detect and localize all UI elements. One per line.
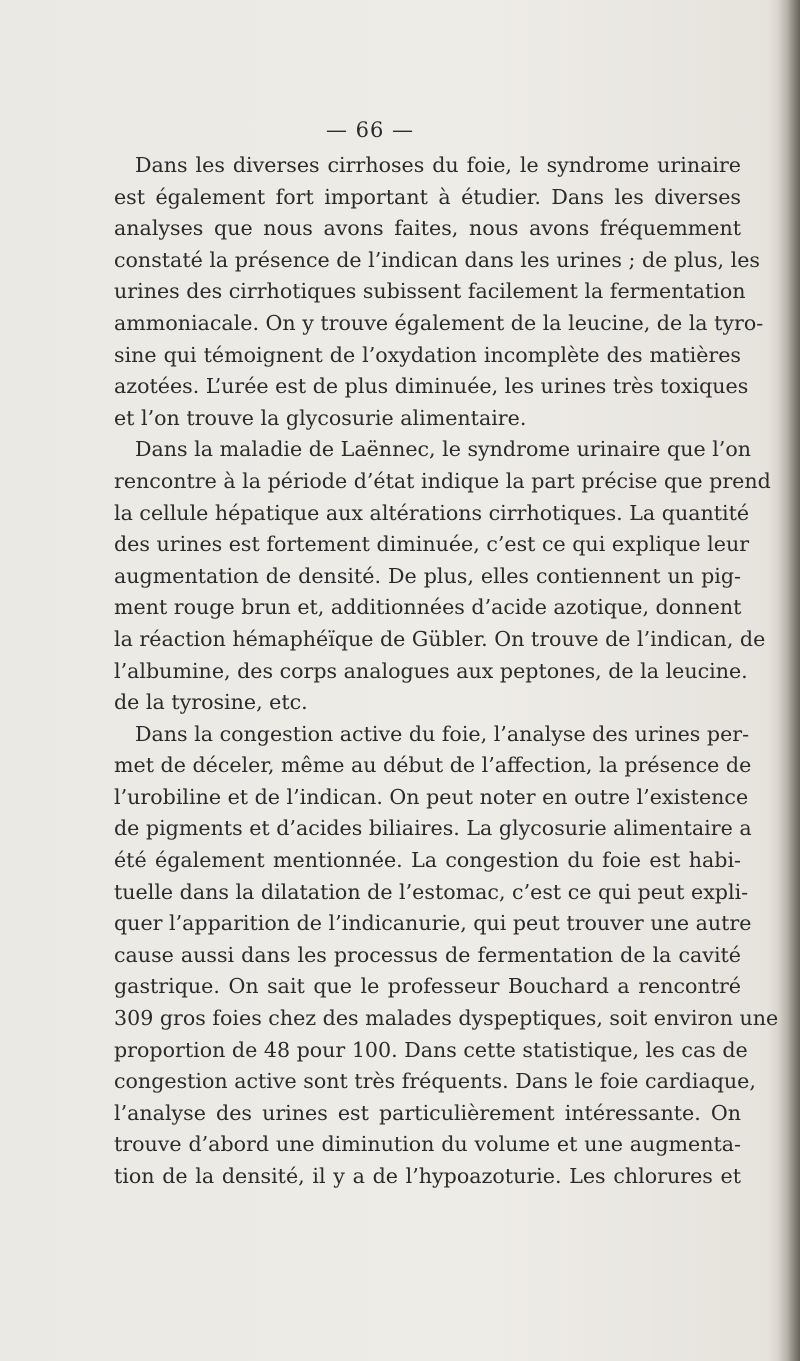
text-line: proportion de 48 pour 100. Dans cette statistique, les cas de: [114, 1037, 748, 1062]
text-line: Dans la maladie de Laënnec, le syndrome urinaire que l’on: [135, 437, 751, 462]
text-line: gastrique. On sait que le professeur Bouchard a rencontré: [114, 974, 741, 999]
text-line: de pigments et d’acides biliaires. La glycosurie alimentaire a: [114, 816, 752, 841]
body-text: [114, 150, 779, 1193]
text-line: augmentation de densité. De plus, elles contiennent un pig-: [114, 563, 741, 588]
text-line: azotées. L’urée est de plus diminuée, les urines très toxiques: [114, 374, 749, 399]
text-line: rencontre à la période d’état indique la part précise que prend: [114, 468, 771, 493]
text-line: la cellule hépatique aux altérations cirrhotiques. La quantité: [114, 500, 750, 525]
page-number: — 66 —: [325, 118, 415, 142]
text-line: Dans la congestion active du foie, l’analyse des urines per-: [135, 721, 750, 746]
text-line: analyses que nous avons faites, nous avons fréquemment: [114, 216, 741, 241]
page-edge-shadow: [778, 0, 800, 1361]
text-line: de la tyrosine, etc.: [114, 690, 308, 715]
text-line: sine qui témoignent de l’oxydation incomplète des matières: [114, 342, 741, 367]
text-line: et l’on trouve la glycosurie alimentaire.: [114, 405, 527, 430]
text-line: est également fort important à étudier. Dans les diverses: [114, 184, 741, 209]
text-line: été également mentionnée. La congestion du foie est habi-: [114, 848, 741, 873]
text-line: ment rouge brun et, additionnées d’acide azotique, donnent: [114, 595, 742, 620]
text-line: 309 gros foies chez des malades dyspeptiques, soit environ une: [114, 1006, 779, 1031]
text-line: ammoniacale. On y trouve également de la leucine, de la tyro-: [114, 310, 764, 335]
text-line: congestion active sont très fréquents. Dans le foie cardiaque,: [114, 1069, 756, 1094]
text-line: tion de la densité, il y a de l’hypoazoturie. Les chlorures et: [114, 1164, 741, 1188]
text-line: l’albumine, des corps analogues aux peptones, de la leucine.: [114, 658, 748, 683]
text-line: trouve d’abord une diminution du volume et une augmenta-: [114, 1132, 741, 1157]
text-line: tuelle dans la dilatation de l’estomac, c’est ce qui peut expli-: [114, 879, 749, 904]
text-line: cause aussi dans les processus de fermentation de la cavité: [114, 942, 741, 967]
text-line: la réaction hémaphéïque de Gübler. On trouve de l’indican, de: [114, 626, 766, 651]
text-line: l’analyse des urines est particulièrement intéressante. On: [114, 1100, 741, 1125]
text-line: met de déceler, même au début de l’affection, la présence de: [114, 753, 752, 778]
text-line: urines des cirrhotiques subissent facilement la fermentation: [114, 279, 746, 304]
text-line: constaté la présence de l’indican dans les urines ; de plus, les: [114, 247, 760, 272]
text-line: quer l’apparition de l’indicanurie, qui peut trouver une autre: [114, 911, 752, 936]
text-line: Dans les diverses cirrhoses du foie, le syndrome urinaire: [135, 153, 741, 177]
text-line: l’urobiline et de l’indican. On peut noter en outre l’existence: [114, 784, 749, 809]
text-line: des urines est fortement diminuée, c’est ce qui explique leur: [114, 532, 750, 557]
